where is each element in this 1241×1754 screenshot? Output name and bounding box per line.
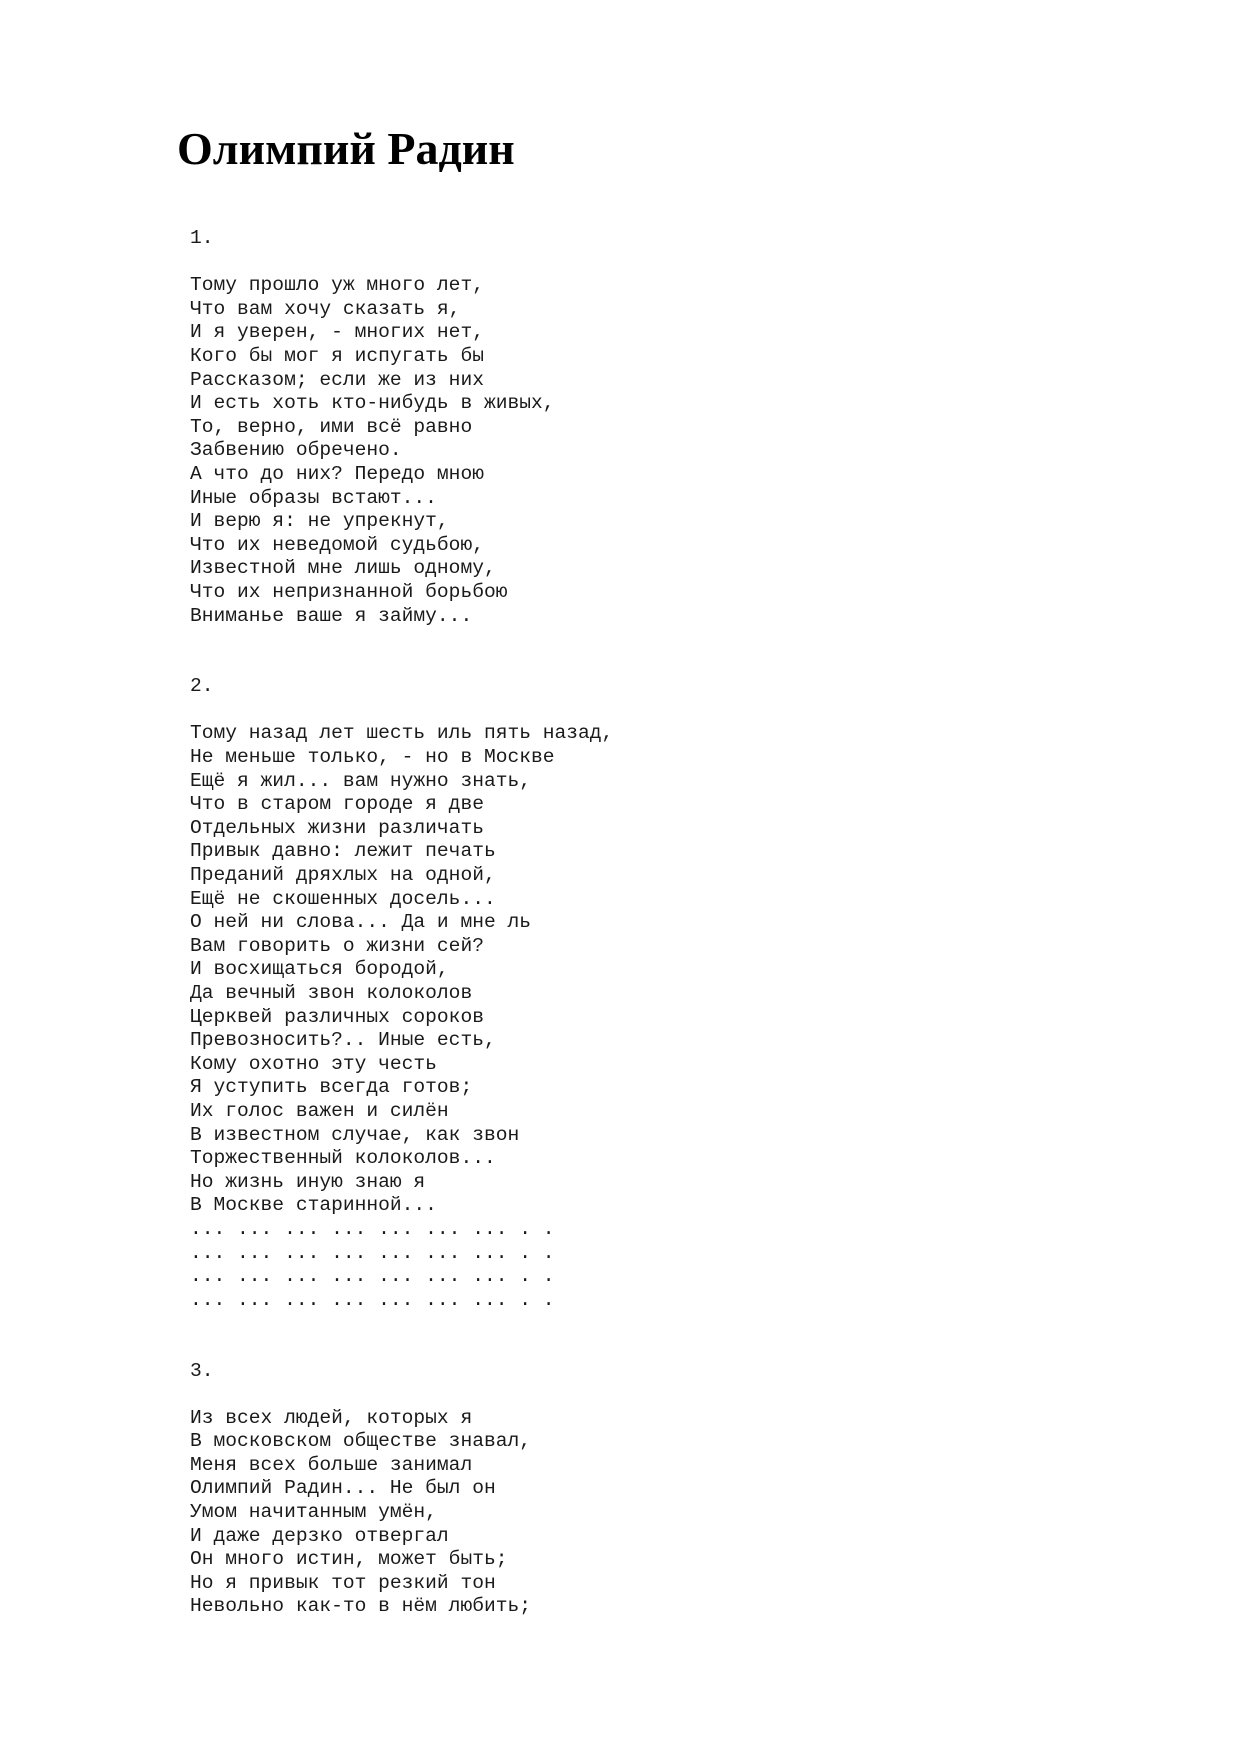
poem-line: А что до них? Передо мною [190, 462, 484, 485]
poem-line: Что их неведомой судьбою, [190, 533, 484, 556]
poem-line: Известной мне лишь одному, [190, 557, 496, 580]
poem-line: Что их непризнанной борьбою [190, 580, 508, 603]
poem-line: И есть хоть кто-нибудь в живых, [190, 392, 555, 415]
poem-line: Но жизнь иную знаю я [190, 1170, 426, 1193]
poem-line: Ещё не скошенных досель... [190, 887, 496, 910]
poem-line: Ещё я жил... вам нужно знать, [190, 769, 531, 792]
poem-line: Вам говорить о жизни сей? [190, 934, 484, 957]
poem-line: Церквей различных сороков [190, 1005, 484, 1028]
poem-line: Умом начитанным умён, [190, 1501, 437, 1524]
poem-line: Привык давно: лежит печать [190, 840, 496, 863]
poem-line: Тому назад лет шесть иль пять назад, [190, 722, 614, 745]
poem-line: В Москве старинной... [190, 1194, 437, 1217]
poem-line: Забвению обречено. [190, 439, 402, 462]
poem-line: ... ... ... ... ... ... ... . . [190, 1265, 555, 1288]
poem-line: Олимпий Радин... Не был он [190, 1477, 496, 1500]
poem-line: Тому прошло уж много лет, [190, 274, 484, 297]
poem-section [190, 675, 1090, 1312]
poem-line: Что в старом городе я две [190, 793, 484, 816]
poem-line: В известном случае, как звон [190, 1123, 520, 1146]
poem-section [190, 227, 1090, 628]
document-title: Олимпий Радин [177, 123, 515, 174]
poem-line: Преданий дряхлых на одной, [190, 864, 496, 887]
poem-line: Он много истин, может быть; [190, 1548, 508, 1571]
poem-line: Иные образы встают... [190, 486, 437, 509]
poem-line: ... ... ... ... ... ... ... . . [190, 1241, 555, 1264]
poem-line: Да вечный звон колоколов [190, 982, 473, 1004]
poem-line: Отдельных жизни различать [190, 816, 484, 839]
poem-line: Превозносить?.. Иные есть, [190, 1029, 496, 1052]
poem-line: Их голос важен и силён [190, 1099, 449, 1122]
poem-line: Что вам хочу сказать я, [190, 297, 461, 320]
section-number: 3. [190, 1359, 214, 1382]
poem-line: ... ... ... ... ... ... ... . . [190, 1288, 555, 1311]
poem-line: Вниманье ваше я займу... [190, 604, 473, 627]
section-number: 1. [190, 227, 214, 249]
poem-line: То, верно, ими всё равно [190, 415, 473, 438]
poem-line: И я уверен, - многих нет, [190, 321, 484, 344]
poem-line: Я уступить всегда готов; [190, 1076, 473, 1099]
poem-line: Кого бы мог я испугать бы [190, 344, 484, 367]
poem-line: О ней ни слова... Да и мне ль [190, 911, 531, 934]
poem-line: ... ... ... ... ... ... ... . . [190, 1217, 555, 1240]
poem-line: И верю я: не упрекнут, [190, 510, 449, 533]
poem-line: В московском обществе знавал, [190, 1430, 531, 1453]
poem-line: Не меньше только, - но в Москве [190, 746, 555, 769]
poem-line: Торжественный колоколов... [190, 1147, 496, 1170]
poem-line: И даже дерзко отвергал [190, 1524, 449, 1547]
poem-line: Рассказом; если же из них [190, 368, 484, 391]
poem-line: Но я привык тот резкий тон [190, 1571, 496, 1594]
poem-line: Меня всех больше занимал [190, 1453, 473, 1476]
poem-line: Из всех людей, которых я [190, 1406, 473, 1429]
poem-line: Кому охотно эту честь [190, 1052, 437, 1075]
poem-line: И восхищаться бородой, [190, 958, 449, 981]
poem-section [190, 1360, 1090, 1620]
section-number: 2. [190, 675, 214, 698]
poem-line: Невольно как-то в нём любить; [190, 1595, 531, 1618]
poem-body [190, 227, 1090, 1619]
